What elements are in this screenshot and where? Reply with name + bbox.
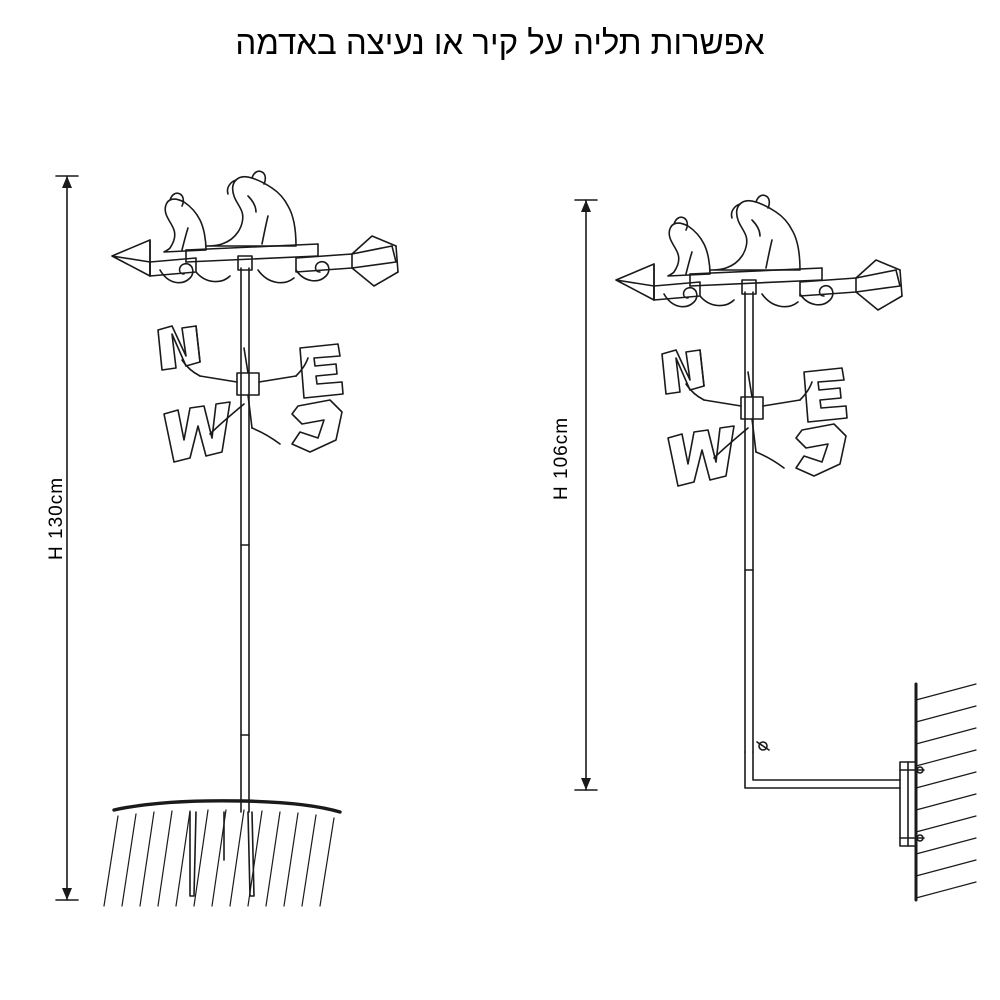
wall-bracket — [900, 762, 924, 846]
figure-wall-mount — [575, 195, 976, 900]
direction-indicator-right — [662, 350, 847, 486]
figure-ground-stake — [56, 171, 398, 906]
weathervane-arrow-right — [616, 260, 902, 310]
dog-ornament-right — [668, 195, 800, 276]
dimension-label-106: H 106cm — [551, 416, 572, 500]
wall-surface — [916, 684, 976, 900]
wall-arm — [745, 742, 900, 788]
ground-stake-base — [104, 801, 340, 906]
dimension-label-130: H 130cm — [46, 476, 67, 560]
center-rod-right — [745, 292, 753, 752]
dog-ornament-left — [164, 171, 296, 252]
dimension-line-106 — [575, 200, 597, 790]
direction-indicator-left — [158, 326, 343, 462]
weathervane-arrow-left — [112, 236, 398, 286]
page-title: אפשרות תליה על קיר או נעיצה באדמה — [235, 24, 765, 61]
